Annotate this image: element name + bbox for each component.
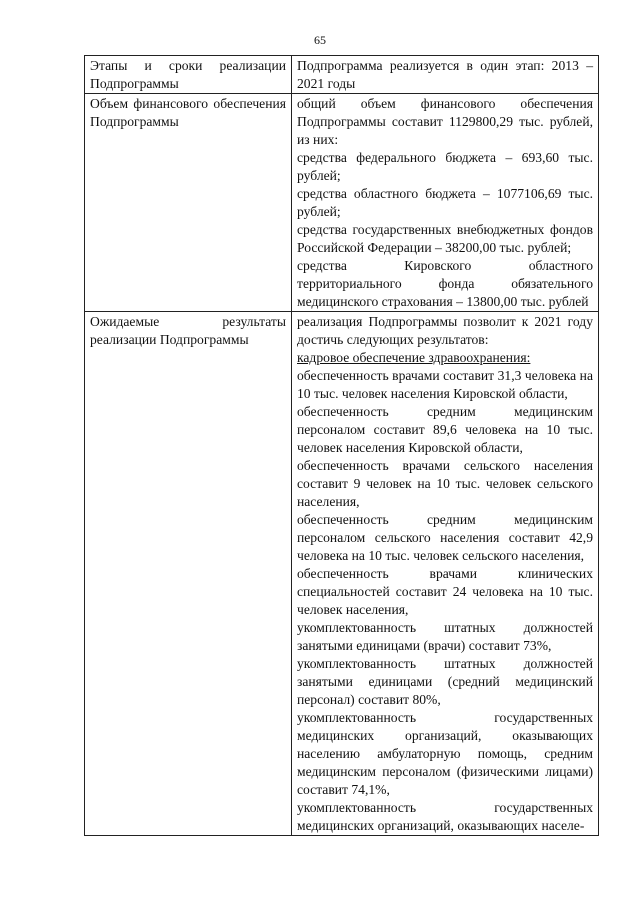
table-row-stages [85, 56, 599, 94]
value-line: средства государственных внебюджетных фондов Российской Федерации – 38200,00 тыс. рублей; [297, 222, 593, 255]
value-line: укомплектованность государственных медицинских организаций, оказывающих населению амбулаторную помощь, средним медицинским персоналом (физическими лицами) составит 74,1%, [297, 710, 593, 797]
value-line: укомплектованность штатных должностей занятыми единицами (врачи) составит 73%, [297, 620, 593, 653]
value-line: укомплектованность государственных медицинских организаций, оказывающих населе- [297, 800, 593, 833]
row-value [292, 94, 599, 312]
value-line: обеспеченность средним медицинским персоналом сельского населения составит 42,9 человека на 10 тыс. человек сельского населения, [297, 512, 593, 563]
value-line: Подпрограмма реализуется в один этап: 2013 – 2021 годы [297, 58, 593, 91]
value-line: обеспеченность врачами сельского населения составит 9 человек на 10 тыс. человек сельского населения, [297, 458, 593, 509]
page-number: 65 [314, 33, 326, 47]
value-line: обеспеченность средним медицинским персоналом составит 89,6 человека на 10 тыс. человек населения Кировской области, [297, 404, 593, 455]
value-line: средства Кировского областного территориального фонда обязательного медицинского страхования – 13800,00 тыс. рублей [297, 258, 593, 309]
value-line: обеспеченность врачами составит 31,3 человека на 10 тыс. человек населения Кировской области, [297, 368, 593, 401]
value-subheading: кадровое обеспечение здравоохранения: [297, 350, 531, 365]
row-label: Ожидаемые результаты реализации Подпрограммы [85, 312, 292, 836]
table-row-results [85, 312, 599, 836]
row-value [292, 56, 599, 94]
value-line: укомплектованность штатных должностей занятыми единицами (средний медицинский персонал) составит 80%, [297, 656, 593, 707]
value-line: обеспеченность врачами клинических специальностей составит 24 человека на 10 тыс. человек населения, [297, 566, 593, 617]
value-line: средства областного бюджета – 1077106,69 тыс. рублей; [297, 186, 593, 219]
value-line: реализация Подпрограммы позволит к 2021 году достичь следующих результатов: [297, 314, 593, 347]
row-label: Этапы и сроки реализации Подпрограммы [85, 56, 292, 94]
value-line: средства федерального бюджета – 693,60 тыс. рублей; [297, 150, 593, 183]
row-value [292, 312, 599, 836]
passport-table [84, 55, 599, 836]
value-line: общий объем финансового обеспечения Подпрограммы составит 1129800,29 тыс. рублей, из них: [297, 96, 593, 147]
row-label: Объем финансового обеспечения Подпрограммы [85, 94, 292, 312]
table-row-financing [85, 94, 599, 312]
